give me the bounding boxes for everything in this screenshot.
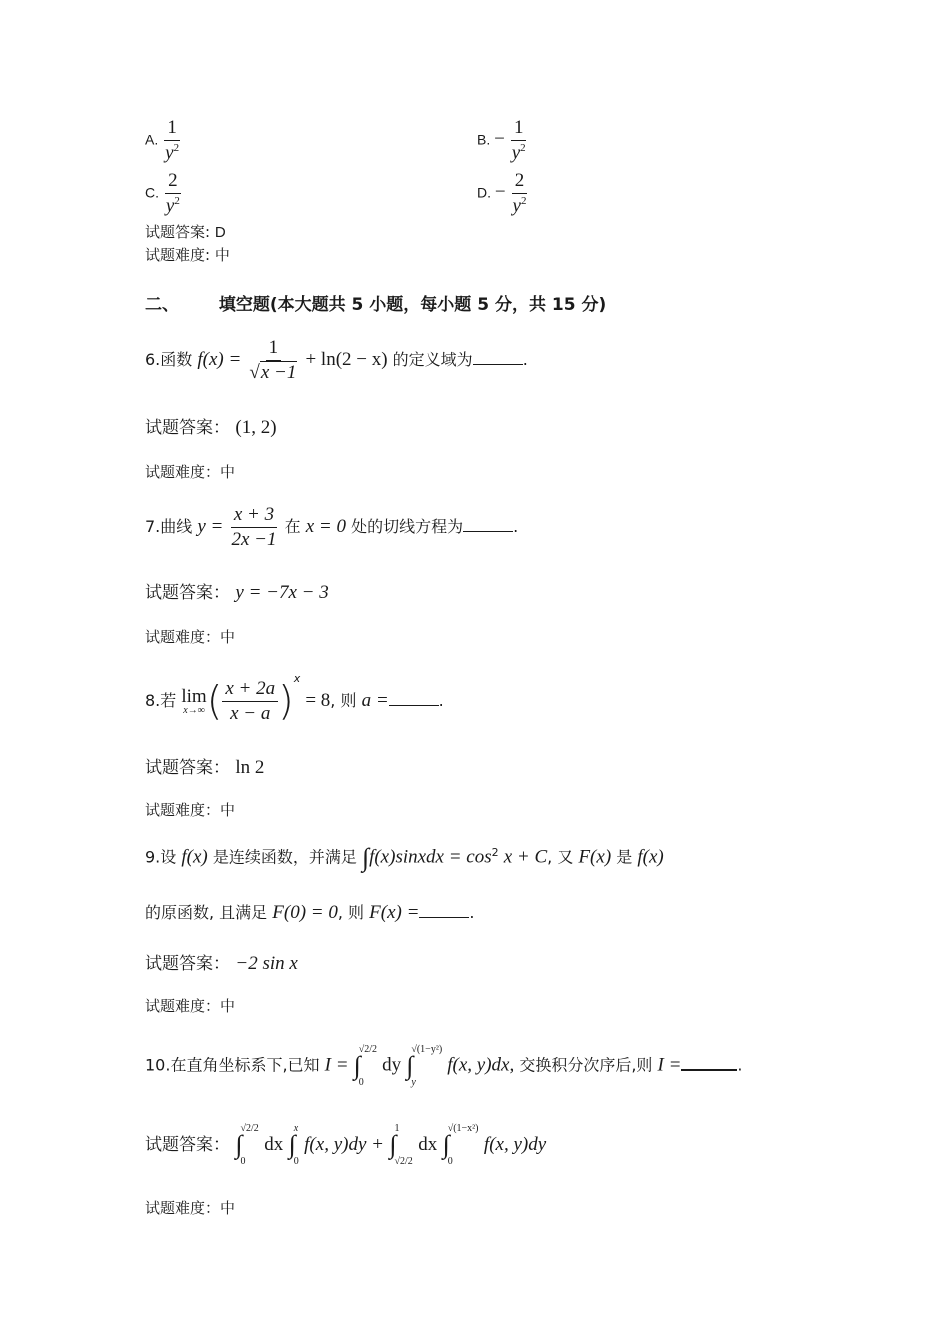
fraction bbox=[162, 118, 182, 163]
question-number: 10. bbox=[145, 1055, 171, 1075]
question-text: 处的切线方程为 bbox=[351, 516, 464, 536]
difficulty-value: 中 bbox=[220, 997, 236, 1015]
math-f: f(x) bbox=[637, 846, 664, 868]
exponent: 2 bbox=[520, 194, 527, 207]
section-number: 二、 bbox=[145, 295, 179, 315]
question-number: 7. bbox=[145, 516, 161, 536]
fraction bbox=[228, 505, 279, 550]
question-6 bbox=[145, 338, 528, 383]
math-func: f(x) bbox=[181, 846, 208, 868]
numerator: 1 bbox=[164, 118, 180, 141]
denominator: x −1 bbox=[260, 361, 297, 383]
math-integrand: f(x)sinxdx = cos bbox=[369, 846, 492, 868]
integral-limits bbox=[448, 1123, 479, 1167]
upper-limit: 1 bbox=[394, 1123, 400, 1134]
fraction bbox=[510, 171, 530, 216]
exponent: 2 bbox=[520, 141, 526, 154]
q5-answer bbox=[145, 221, 226, 242]
difficulty-label: 试题难度： bbox=[145, 463, 221, 481]
difficulty-value: 中 bbox=[214, 246, 230, 264]
math-d3: dx bbox=[418, 1134, 438, 1155]
math-func: y = bbox=[197, 515, 224, 537]
upper-limit: x bbox=[293, 1123, 299, 1134]
question-text: 若 bbox=[160, 691, 177, 710]
upper-limit: √2/2 bbox=[240, 1123, 259, 1134]
lower-limit: 0 bbox=[358, 1077, 364, 1088]
answer-value: (1, 2) bbox=[235, 417, 277, 438]
period: . bbox=[737, 1055, 743, 1075]
question-9-line2 bbox=[145, 900, 475, 924]
answer-label: 试题答案： bbox=[145, 583, 230, 603]
q10-difficulty bbox=[145, 1197, 235, 1218]
option-sign: − bbox=[494, 181, 506, 203]
question-text: , 则 bbox=[337, 903, 365, 922]
option-label: B. bbox=[477, 131, 491, 148]
math-F2: F(x) = bbox=[369, 902, 420, 923]
integral-sign: ∫ bbox=[361, 843, 370, 872]
upper-limit: √(1−y²) bbox=[411, 1044, 443, 1055]
fraction bbox=[163, 171, 183, 216]
exponent: 2 bbox=[491, 846, 499, 860]
answer-label: 试题答案： bbox=[145, 418, 230, 438]
integral-limits bbox=[241, 1123, 259, 1167]
period: . bbox=[513, 516, 519, 536]
option-a bbox=[145, 118, 182, 163]
q9-answer bbox=[145, 949, 298, 975]
difficulty-value: 中 bbox=[220, 1199, 236, 1217]
lim-word: lim bbox=[181, 686, 207, 707]
period: . bbox=[522, 349, 528, 369]
exponent: 2 bbox=[173, 141, 180, 154]
q8-difficulty bbox=[145, 799, 235, 820]
question-text: 曲线 bbox=[160, 516, 193, 536]
period: . bbox=[438, 691, 444, 710]
numerator: 1 bbox=[266, 338, 282, 361]
math-func: f(x) = bbox=[197, 348, 242, 370]
question-number: 9. bbox=[145, 847, 161, 867]
q8-answer bbox=[145, 753, 264, 779]
question-text: 交换积分次序后,则 bbox=[519, 1055, 653, 1075]
question-text: , 又 bbox=[547, 847, 574, 867]
option-label: D. bbox=[477, 184, 491, 201]
question-text: 在直角坐标系下,已知 bbox=[170, 1055, 320, 1075]
difficulty-label: 试题难度： bbox=[145, 801, 221, 819]
question-text: 的原函数, 且满足 bbox=[145, 903, 268, 922]
difficulty-label: 试题难度： bbox=[145, 628, 221, 646]
exponent: x bbox=[293, 672, 301, 685]
denominator: y bbox=[512, 195, 521, 217]
answer-label: 试题答案： bbox=[145, 954, 230, 974]
q10-answer bbox=[145, 1123, 546, 1167]
difficulty-label: 试题难度： bbox=[145, 1199, 221, 1217]
math-rest: = 8 bbox=[305, 690, 331, 711]
integral-sign: ∫ bbox=[442, 1130, 450, 1159]
math-integrand: f(x, y)dx, bbox=[447, 1054, 515, 1076]
fraction: $\frac{1}{√x -1}$ bbox=[249, 337, 297, 383]
lim-subscript: x→∞ bbox=[183, 705, 205, 716]
option-c bbox=[145, 171, 183, 216]
q6-difficulty bbox=[145, 461, 235, 482]
math-I2: I = bbox=[657, 1054, 682, 1076]
q7-answer bbox=[145, 578, 329, 604]
integral-limits bbox=[411, 1044, 442, 1088]
question-number: 6. bbox=[145, 349, 161, 369]
math-integrand: f(x, y)dy + bbox=[304, 1134, 384, 1155]
answer-value: y = −7x − 3 bbox=[235, 582, 329, 603]
fraction bbox=[222, 679, 278, 724]
math-cond: F(0) = 0 bbox=[272, 902, 338, 923]
integral-sign: ∫ bbox=[406, 1051, 414, 1080]
math-after: x + C bbox=[503, 846, 548, 868]
question-text: 在 bbox=[284, 516, 301, 536]
lower-limit: 0 bbox=[293, 1156, 299, 1167]
answer-label: 试题答案: bbox=[145, 223, 211, 241]
option-label: C. bbox=[145, 184, 159, 201]
answer-value: −2 sin x bbox=[235, 953, 298, 974]
lower-limit: 0 bbox=[447, 1156, 453, 1167]
math-d1: dy bbox=[382, 1054, 402, 1076]
difficulty-value: 中 bbox=[220, 463, 236, 481]
q9-difficulty bbox=[145, 995, 235, 1016]
q6-answer bbox=[145, 413, 277, 439]
math-integrand: f(x, y)dy bbox=[483, 1134, 547, 1155]
math-d1: dx bbox=[264, 1134, 284, 1155]
section-title: 填空题(本大题共 5 小题，每小题 5 分，共 15 分) bbox=[218, 295, 607, 315]
integral-sign: ∫ bbox=[235, 1130, 243, 1159]
section-heading bbox=[145, 290, 606, 315]
numerator: 2 bbox=[165, 171, 181, 194]
question-7 bbox=[145, 505, 518, 550]
upper-limit: √(1−x²) bbox=[447, 1123, 479, 1134]
math-cond: x = 0 bbox=[305, 515, 346, 537]
answer-value: D bbox=[214, 224, 226, 241]
right-paren: ) bbox=[278, 678, 294, 725]
integral-sign: ∫ bbox=[353, 1051, 361, 1080]
lower-limit: √2/2 bbox=[394, 1156, 413, 1167]
lower-limit: y bbox=[411, 1077, 416, 1088]
limit bbox=[181, 687, 206, 716]
denominator: 2x −1 bbox=[231, 528, 277, 550]
question-8 bbox=[145, 672, 444, 725]
answer-blank bbox=[473, 364, 523, 365]
denominator: x − a bbox=[230, 703, 271, 724]
denominator: y bbox=[511, 142, 521, 164]
integral-limits bbox=[359, 1044, 377, 1088]
answer-blank bbox=[681, 1069, 737, 1071]
answer-label: 试题答案： bbox=[145, 758, 230, 778]
integral-sign: ∫ bbox=[288, 1130, 296, 1159]
option-label: A. bbox=[145, 131, 159, 148]
answer-blank bbox=[419, 917, 469, 918]
integral-sign: ∫ bbox=[389, 1130, 397, 1159]
period: . bbox=[469, 903, 475, 922]
integral-limits bbox=[294, 1123, 299, 1167]
answer-blank bbox=[463, 531, 513, 532]
math-F: F(x) bbox=[578, 846, 612, 868]
answer-value: ln 2 bbox=[235, 757, 265, 778]
denominator: y bbox=[165, 195, 175, 217]
integral-limits bbox=[395, 1123, 413, 1167]
difficulty-value: 中 bbox=[220, 628, 236, 646]
option-b bbox=[477, 118, 529, 163]
difficulty-label: 试题难度: bbox=[145, 246, 211, 264]
math-var: a = bbox=[361, 690, 389, 711]
numerator: x + 2a bbox=[222, 679, 278, 702]
math-I: I = bbox=[324, 1054, 349, 1076]
denominator: y bbox=[165, 142, 174, 164]
question-number: 8. bbox=[145, 691, 161, 710]
answer-blank bbox=[389, 705, 439, 706]
question-10 bbox=[145, 1044, 743, 1088]
question-text: 是 bbox=[616, 847, 633, 867]
answer-label: 试题答案： bbox=[145, 1135, 230, 1155]
option-d bbox=[477, 171, 529, 216]
fraction bbox=[509, 118, 529, 163]
question-text: 是连续函数，并满足 bbox=[212, 847, 357, 867]
question-text: 函数 bbox=[160, 349, 193, 369]
lower-limit: 0 bbox=[240, 1156, 246, 1167]
numerator: 1 bbox=[511, 118, 527, 141]
q7-difficulty bbox=[145, 626, 235, 647]
question-9-line1 bbox=[145, 843, 664, 873]
numerator: x + 3 bbox=[231, 505, 277, 528]
question-text: , 则 bbox=[330, 691, 357, 710]
upper-limit: √2/2 bbox=[358, 1044, 378, 1055]
option-sign: − bbox=[494, 128, 505, 150]
difficulty-value: 中 bbox=[220, 801, 236, 819]
numerator: 2 bbox=[512, 171, 528, 194]
math-rest: + ln(2 − x) bbox=[305, 348, 388, 370]
q5-difficulty bbox=[145, 244, 230, 265]
left-paren: ( bbox=[206, 678, 223, 725]
question-text: 的定义域为 bbox=[392, 349, 473, 369]
question-text: 设 bbox=[160, 847, 177, 867]
difficulty-label: 试题难度： bbox=[145, 997, 221, 1015]
exponent: 2 bbox=[174, 194, 180, 207]
